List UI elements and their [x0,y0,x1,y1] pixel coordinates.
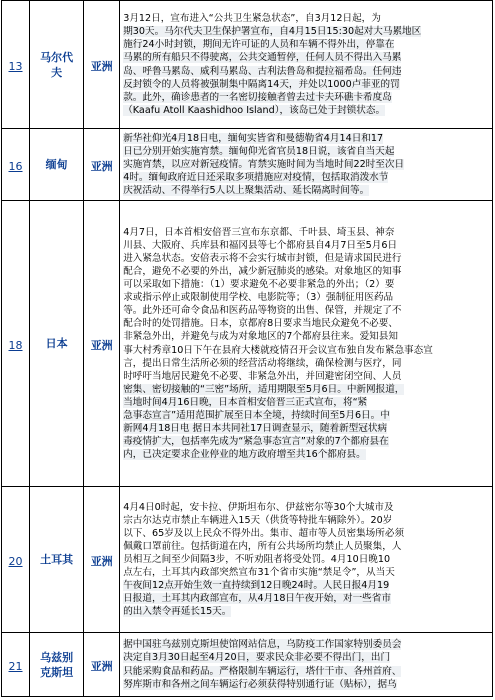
measure-text: 可以采取如下措施：（1）要求避免不必要非紧急的外出；（2）要 [123,279,395,291]
country-name: 克斯坦 [40,665,74,679]
measure-text: 努库斯市和各州之间车辆运行必须获得特别通行证（贴标），据乌 [123,678,397,690]
region-cell [84,633,120,697]
measure-text-line [123,171,489,184]
measure-text-line [123,540,489,553]
row-number: 13 [8,60,23,73]
row-number: 21 [8,660,23,673]
measure-text: 密集、密切接触的“三密”场所，适用期限至5月6日。中新网报道， [123,383,405,395]
country-cell [30,487,84,633]
country-cell [30,1,84,129]
measures-cell [120,129,493,201]
country-cell [30,129,84,201]
measure-text-line [123,265,489,278]
measure-text: 言，提出日常生活所必须的经营活动将继续，确保检测与医疗，同 [123,357,402,369]
measure-text: 实施宵禁，以应对新冠疫情。宵禁实施时间为当地时间22时至次日 [123,158,405,170]
country-cell [30,633,84,697]
measure-text-line [123,317,489,330]
measure-text: 只能采购食品和药品。严格限制车辆运行，塔什干市、各州首府、 [123,665,402,677]
measure-text-line [123,330,489,343]
measure-text: 4月4日0时起，安卡拉、伊斯坦布尔、伊兹密尔等30个大城市及 [123,501,394,513]
measure-text-line [123,357,489,370]
measure-text-line [123,132,489,145]
row-number: 16 [8,160,23,173]
measure-text: 4月7日，日本首相安倍晋三宣布东京都、千叶县、埼玉县、神奈 [123,226,395,238]
measure-text: 进入紧急状态。安倍表示将不会实行城市封锁，但是请求国民进行 [123,252,402,264]
measure-text: 4时。缅甸政府近日还采取多项措施应对疫情，包括取消泼水节 [123,172,389,184]
measure-text-line [123,665,489,678]
measure-text: 佩戴口罩前往。包括街道在内，所有公共场所均禁止人员聚集，人 [123,540,402,552]
country-name: 土耳其 [40,553,74,566]
measure-text: 新华社仰光4月18日电，缅甸实皆省和曼德勒省4月14日和17 [123,132,384,144]
measure-text-line [123,605,489,618]
measure-text-line [123,422,489,435]
measure-text: 决定自3月30日起至4月20日，要求民众非必要不得出门，出门 [123,652,391,664]
measure-text: 马累的所有船只不得驶离，公共交通暂停，任何人员不得出入马累 [123,52,402,64]
measures-cell [120,487,493,633]
measure-text-line [123,527,489,540]
measure-text-line [123,291,489,304]
measure-text: 时呼吁当地居民避免不必要、非紧急外出，并回避密闭空间、人员 [123,370,402,382]
row-number-cell [2,1,30,129]
table-row [2,487,493,633]
row-number-cell [2,487,30,633]
measure-text: 配合，避免不必要的外出，减少新冠肺炎的感染。对象地区的知事 [123,265,402,277]
row-number-cell [2,633,30,697]
region-cell [84,201,120,487]
measure-text-line [123,370,489,383]
measure-text: 据中国驻乌兹别克斯坦使馆网站信息，乌防疫工作国家特别委员会 [123,639,402,651]
measure-text: 内，已决定要求企业停业的地方政府增至共16个都府县。 [123,449,366,461]
measure-text: 反封锁令的人员将被强制集中隔离14天，并处以1000卢菲亚的罚 [123,78,400,90]
table-row [2,201,493,487]
row-number: 18 [8,339,23,352]
measure-text-line [123,514,489,527]
measure-text-line [123,383,489,396]
measure-text-line [123,145,489,158]
measure-text-line [123,448,489,461]
measure-text: 施行24小时封锁，期间无许可证的人员和车辆不得外出，停靠在 [123,39,395,51]
row-number-cell [2,129,30,201]
measure-text-line [123,184,489,197]
measure-text: 事大村秀章10日下午在县府大楼就疫情召开会议宣布独自发布紧急事态宣 [123,344,433,356]
region-label: 亚洲 [90,555,113,568]
measure-text-line [123,158,489,171]
table-row [2,1,493,129]
measure-text: 庆祝活动、不得举行5人以上聚集活动、延长隔离时间等。 [123,185,370,197]
measure-text-line [123,304,489,317]
country-cell [30,201,84,487]
measure-text-line [123,226,489,239]
measure-text: 午夜间12点开始生效一直持续到12日晚24时。人民日报4月19 [123,580,390,592]
measure-text: 的出入禁令再延长15天。 [123,606,232,618]
table-row [2,129,493,201]
measure-text: 岛、呼鲁马累岛、威利马累岛、古利法鲁岛和提拉福希岛。任何违 [123,65,402,77]
measure-text: 新网4月18日电 据日本共同社17日调查显示，随着新型冠状病 [123,423,388,435]
measures-cell [120,633,493,697]
measure-text-line [123,435,489,448]
measure-text: 当地时间4月16日晚，日本首相安倍晋三正式宣布，将“紧 [123,396,368,408]
measure-text-line [123,239,489,252]
measure-text: 急事态宣言”适用范围扩展至日本全境，持续时间至5月6日。中 [123,409,390,421]
row-number-cell [2,201,30,487]
measure-text: 非紧急外出，并避免与成为对象地区的7个都府县往来。爱知县知 [123,331,398,343]
region-label: 亚洲 [90,660,113,673]
measure-text-line [123,344,489,357]
measure-text-line [123,678,489,691]
measure-text-line [123,501,489,514]
country-name: 缅甸 [45,158,68,171]
measure-text-line [123,579,489,592]
measure-text: 期30天。马尔代夫卫生保护署宣布，自4月15日15:30起对大马累地区 [123,26,422,38]
measure-text: 款。此外，确诊患者的一名密切接触者曾去过卡夫环礁卡希度岛 [123,91,392,103]
measure-text-line [123,553,489,566]
measure-text-line [123,12,489,25]
region-label: 亚洲 [90,60,113,73]
country-name: 夫 [51,65,63,79]
region-label: 亚洲 [90,339,113,352]
measure-text-line [123,78,489,91]
measure-text-line [123,592,489,605]
measure-text-line [123,651,489,664]
measure-text-line [123,91,489,104]
measure-text-line [123,65,489,78]
row-number: 20 [8,555,23,568]
country-name: 马尔代 [40,50,74,64]
measure-text-line [123,566,489,579]
measure-text: 川县、大阪府、兵库县和福冈县等七个都府县自4月7日至5月6日 [123,239,398,251]
measure-text: 点左右，土耳其内政部突然宣布31个省市实施“禁足令”，从当天 [123,567,395,579]
region-cell [84,129,120,201]
measure-text: 求或指示停止或限制使用学校、电影院等；（3）强制征用医药品 [123,292,394,304]
measure-text: 毒疫情扩大，包括率先成为“紧急事态宣言”对象的7个都府县在 [123,436,389,448]
measure-text-line [123,25,489,38]
measure-text: 日报道，土耳其内政部宣布，从4月18日午夜开始，对一些省市 [123,593,391,605]
measure-text: 日已分别开始实施宵禁。缅甸仰光省官员18日说，该省自当天起 [123,145,395,157]
measure-text: 配合时的处罚措施。日本，京都府8日要求当地民众避免不必要、 [123,318,398,330]
country-name: 日本 [45,337,68,350]
countermeasures-table [1,0,493,697]
measure-text-line [123,409,489,422]
table-row [2,633,493,697]
region-label: 亚洲 [90,160,113,173]
measures-cell [120,201,493,487]
region-cell [84,487,120,633]
measure-text-line [123,396,489,409]
measure-text: 3月12日，宣布进入“公共卫生紧急状态”，自3月12日起，为 [123,13,381,25]
measure-text: （Kaafu Atoll Kaashidhoo Island），该岛已处于封锁状态。 [123,104,386,116]
measure-text: 员相互之间至少间隔3步，不听劝阻者将受处罚。4月10日晚10 [123,553,391,565]
measure-text-line [123,38,489,51]
measures-cell [120,1,493,129]
region-cell [84,1,120,129]
measure-text-line [123,252,489,265]
measure-text: 等。此外还可命令食品和医药品等物资的出售、保管，并规定了不 [123,305,402,317]
measure-text-line [123,104,489,117]
measure-text-line [123,278,489,291]
measure-text: 宗古尔达克市禁止车辆进入15天（供货等特批车辆除外）。20岁 [123,514,393,526]
measure-text-line [123,51,489,64]
measure-text: 以下、65岁及以上民众不得外出。集市、超市等人员密集场所必须 [123,527,405,539]
measure-text-line [123,638,489,651]
country-name: 乌兹别 [40,650,74,664]
